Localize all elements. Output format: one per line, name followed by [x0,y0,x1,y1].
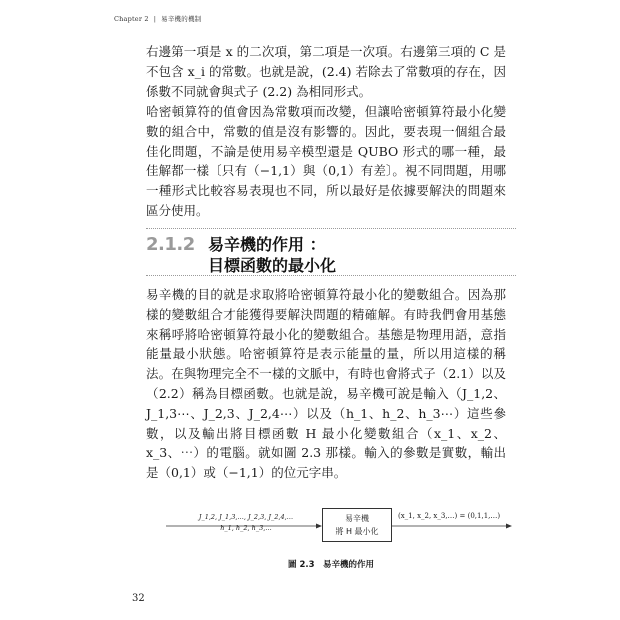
output-arrow-head [506,524,512,529]
figure-2-3 [146,500,516,560]
running-head: Chapter 2 | 易辛機的機制 [114,15,202,23]
figure-input-params [186,512,306,534]
section-title [208,234,336,276]
running-head-chapter: Chapter 2 [114,15,149,23]
page-number: 32 [132,593,145,604]
paragraph-2: 哈密頓算符的值會因為常數項而改變，但讓哈密頓算符最小化變數的組合中，常數的值是沒有影響的。因此，要表現一個組合最佳化問題，不論是使用易辛模型還是 QUBO 形式的哪一種，最佳解都一樣〔只有（−1,1）與（0,1）有差〕。視不同問題，用哪一種形式比較容易表現也不同，所以最好是依據要解決的問題來區分使用。 [146,104,506,218]
box-line1: 易辛機 [345,514,369,523]
figure-input-line2: h_1, h_2, h_3,… [220,524,272,532]
paragraph-3: 易辛機的目的就是求取將哈密頓算符最小化的變數組合。因為那樣的變數組合才能獲得要解決問題的精確解。有時我們會用基態來稱呼將哈密頓算符最小化的變數組合。基態是物理用語，意指能量最小狀態。哈密頓算符是表示能量的量，所以用這樣的稱法。在與物理完全不一樣的文脈中，有時也會將式子（2.1）以及（2.2）稱為目標函數。也就是說，易辛機可說是輸入（J_1,2、J_1,3⋯、J_2,3、J_2,4⋯）以及（h_1、h_2、h_3⋯）這些參數，以及輸出將目標函數 H 最小化變數組合（x_1、x_2、x_3、⋯）的電腦。就如圖 2.3 那樣。輸入的參數是實數，輸出是（0,1）或（−1,1）的位元字串。 [146,287,506,481]
section-title-line2: 目標函數的最小化 [208,256,337,275]
figure-input-line1: J_1,2, J_1,3,…, J_2,3, J_2,4,… [198,513,294,521]
book-page [96,0,526,620]
section-rule-top [146,228,516,229]
paragraph-1: 右邊第一項是 x 的二次項，第二項是一次項。右邊第三項的 C 是不包含 x_i 的常數。也就是說，(2.4) 若除去了常數項的存在，因係數不同就會與式子 (2.2) 為相同形式。 [146,44,506,99]
section-rule-bottom [146,275,516,276]
section-number: 2.1.2 [146,234,195,255]
ising-machine-box [322,508,392,542]
box-line2: 將 H 最小化 [335,527,379,536]
running-head-title: 易辛機的機制 [161,15,202,23]
section-title-line1: 易辛機的作用 ： [208,235,326,254]
figure-output: (x_1, x_2, x_3,…) = (0,1,1,…) [398,512,501,520]
figure-caption: 圖 2.3 易辛機的作用 [287,560,375,570]
